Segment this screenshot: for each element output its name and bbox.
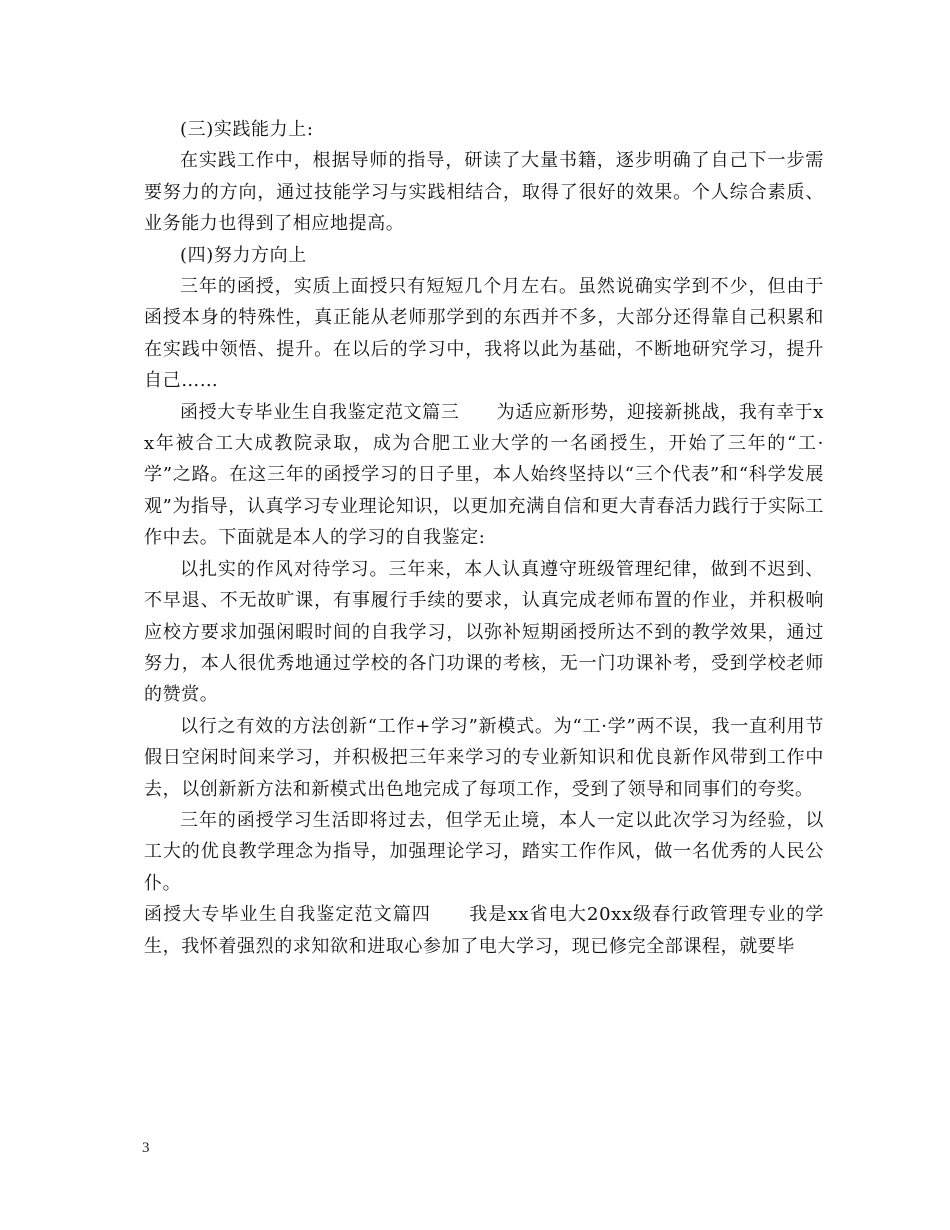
paragraph-practice-heading: (三)实践能力上:: [180, 119, 314, 140]
paragraph-study-attitude: 以扎实的作风对待学习。三年来，本人认真遵守班级管理纪律，做到不迟到、不早退、不无故旷课，有事履行手续的要求，认真完成老师布置的作业，并积极响应校方要求加强闲暇时间的自我学习，以弥补短期函授所达不到的教学效果，通过努力，本人很优秀地通过学校的各门功课的考核，无一门功课补考，受到学校老师的赞赏。: [144, 558, 824, 706]
paragraph-conclusion: 三年的函授学习生活即将过去，但学无止境，本人一定以此次学习为经验，以工大的优良教学理念为指导，加强理论学习，踏实工作作风，做一名优秀的人民公仆。: [144, 809, 824, 894]
page-number: 3: [142, 1140, 150, 1156]
paragraph-direction-heading: (四)努力方向上: [180, 244, 307, 266]
document-body: [144, 114, 824, 962]
paragraph-sample-three-intro: 函授大专毕业生自我鉴定范文篇三 为适应新形势，迎接新挑战，我有幸于xx年被合工大成教院录取，成为合肥工业大学的一名函授生，开始了三年的“工·学”之路。在这三年的函授学习的日子里，本人始终坚持以“三个代表”和“科学发展观”为指导，认真学习专业理论知识，以更加充满自信和更大青春活力践行于实际工作中去。下面就是本人的学习的自我鉴定:: [144, 401, 824, 549]
paragraph-direction-body: 三年的函授，实质上面授只有短短几个月左右。虽然说确实学到不少，但由于函授本身的特殊性，真正能从老师那学到的东西并不多，大部分还得靠自己积累和在实践中领悟、提升。在以后的学习中，我将以此为基础，不断地研究学习，提升自己……: [144, 276, 824, 392]
paragraph-sample-four-intro: 函授大专毕业生自我鉴定范文篇四 我是xx省电大20xx级春行政管理专业的学生，我怀着强烈的求知欲和进取心参加了电大学习，现已修完全部课程，就要毕: [144, 904, 824, 957]
paragraph-practice-body: 在实践工作中，根据导师的指导，研读了大量书籍，逐步明确了自己下一步需要努力的方向，通过技能学习与实践相结合，取得了很好的效果。个人综合素质、业务能力也得到了相应地提高。: [144, 150, 824, 235]
paragraph-work-study-model: 以行之有效的方法创新“工作+学习”新模式。为“工·学”两不误，我一直利用节假日空闲时间来学习，并积极把三年来学习的专业新知识和优良新作风带到工作中去，以创新新方法和新模式出色地完成了每项工作，受到了领导和同事们的夸奖。: [144, 715, 824, 800]
